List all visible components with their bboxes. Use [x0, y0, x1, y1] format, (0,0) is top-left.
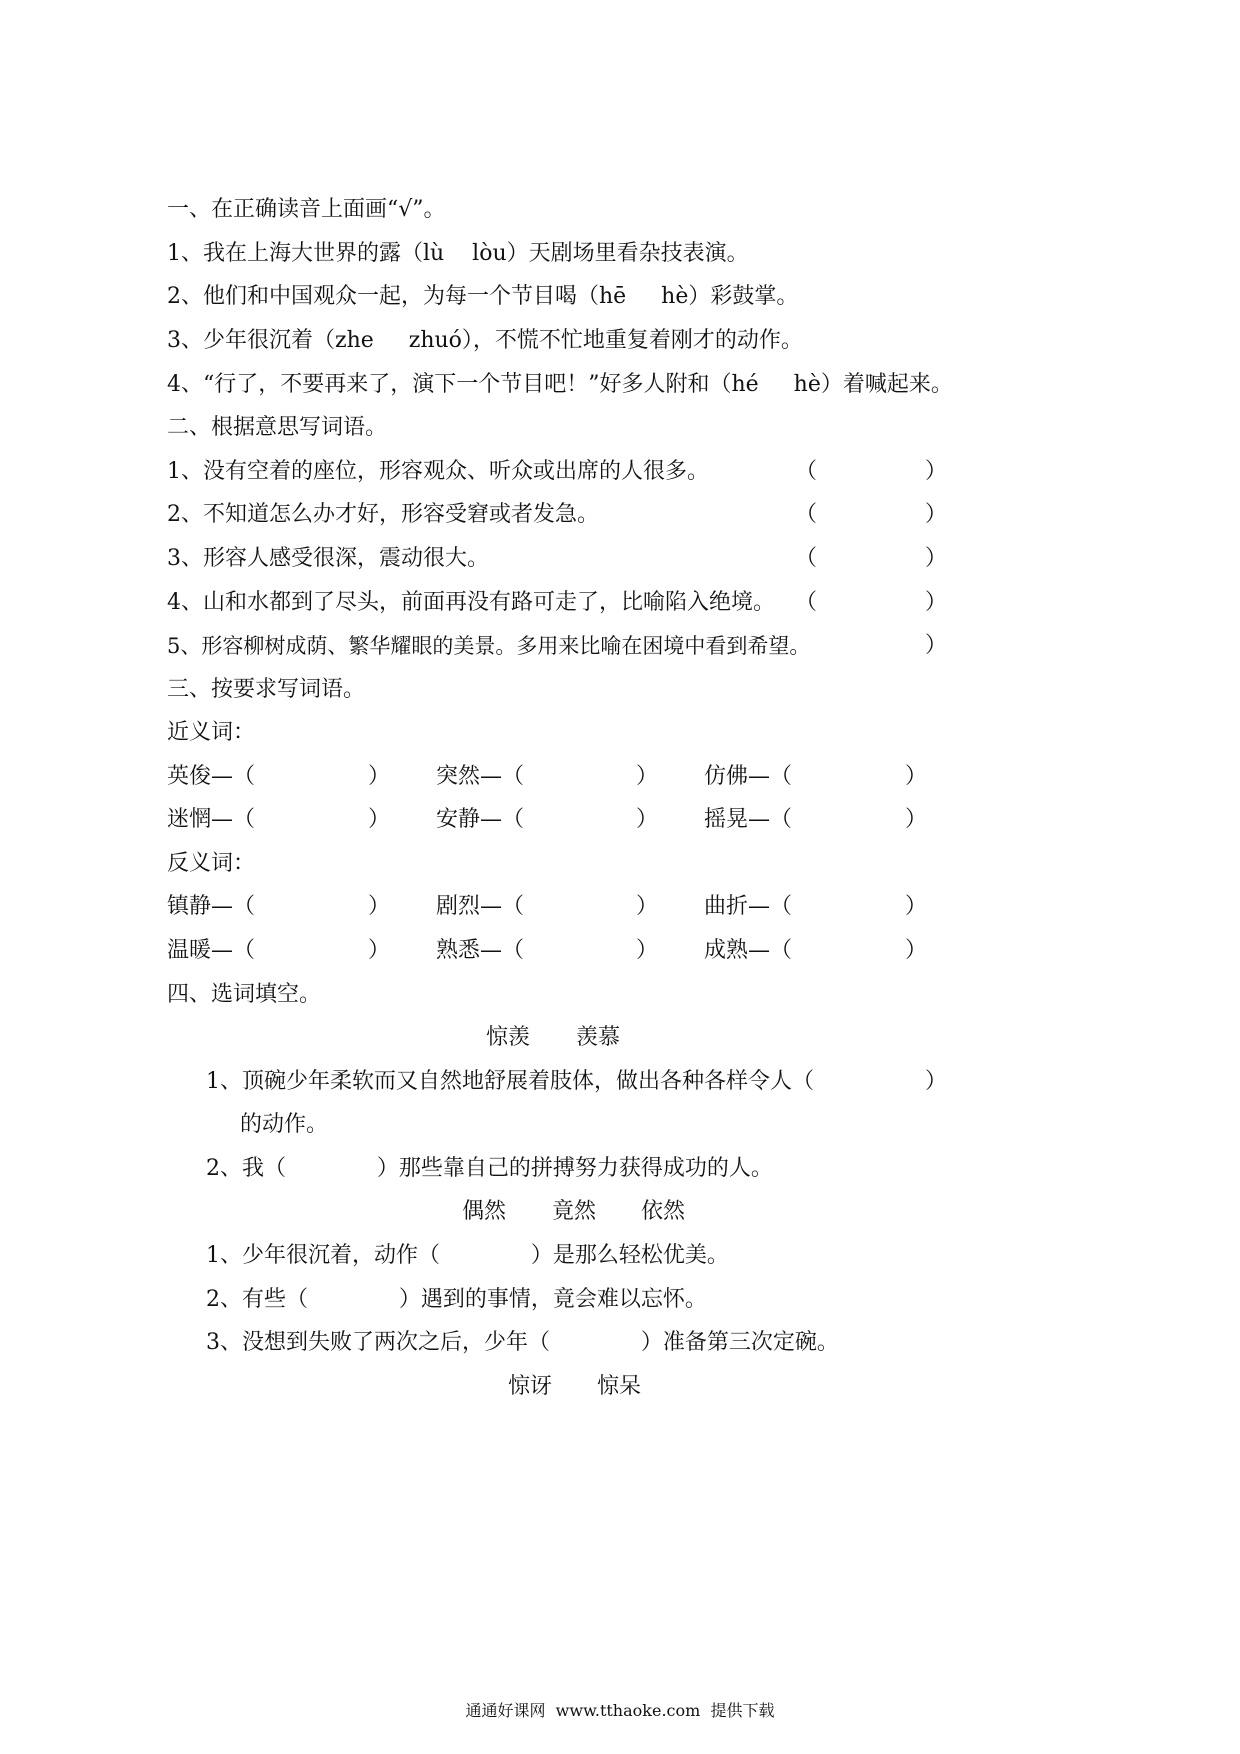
answer-paren-open: （	[795, 546, 818, 571]
synonym-prompt: 迷惘—（	[167, 807, 256, 832]
s4-g1-question-2: 2、我（ ）那些靠自己的拼搏努力获得成功的人。	[206, 1156, 773, 1181]
answer-paren-close: ）	[925, 1069, 948, 1094]
synonym-prompt: 摇晃—（	[704, 807, 793, 832]
answer-paren-open: （	[795, 459, 818, 484]
word-choice: 惊讶	[508, 1374, 553, 1399]
section-1-heading: 一、在正确读音上面画“√”。	[167, 197, 446, 222]
s2-item-3: 3、形容人感受很深，震动很大。	[167, 546, 489, 571]
word-choice: 羡慕	[576, 1025, 621, 1050]
s4-g1-question-1-cont: 的动作。	[240, 1112, 329, 1137]
s4-g2-question-1: 1、少年很沉着，动作（ ）是那么轻松优美。	[206, 1243, 729, 1268]
answer-paren-close: ）	[636, 807, 659, 832]
answer-paren-close: ）	[925, 590, 948, 615]
section-2-heading: 二、根据意思写词语。	[167, 415, 388, 440]
antonyms-label: 反义词：	[167, 851, 256, 876]
section-4-heading: 四、选词填空。	[167, 982, 322, 1007]
word-choice: 偶然	[462, 1199, 507, 1224]
answer-paren-close: ）	[368, 764, 391, 789]
answer-paren-close: ）	[636, 894, 659, 919]
answer-paren-close: ）	[636, 764, 659, 789]
antonym-prompt: 熟悉—（	[436, 938, 525, 963]
synonyms-label: 近义词：	[167, 720, 256, 745]
antonym-prompt: 剧烈—（	[436, 894, 525, 919]
answer-paren-close: ）	[925, 633, 948, 658]
s4-g2-question-3: 3、没想到失败了两次之后，少年（ ）准备第三次定碗。	[206, 1330, 839, 1355]
antonym-prompt: 成熟—（	[704, 938, 793, 963]
s2-item-5: 5、形容柳树成荫、繁华耀眼的美景。多用来比喻在困境中看到希望。	[167, 634, 811, 658]
word-choice: 竟然	[552, 1199, 597, 1224]
answer-paren-open: （	[795, 502, 818, 527]
s2-item-1: 1、没有空着的座位，形容观众、听众或出席的人很多。	[167, 459, 709, 484]
answer-paren-close: ）	[368, 807, 391, 832]
s2-item-4: 4、山和水都到了尽头，前面再没有路可走了，比喻陷入绝境。	[167, 590, 775, 615]
synonym-prompt: 英俊—（	[167, 764, 256, 789]
answer-paren-close: ）	[905, 807, 928, 832]
s1-question-3: 3、少年很沉着（zhe zhuó），不慌不忙地重复着刚才的动作。	[167, 328, 803, 353]
answer-paren-close: ）	[636, 938, 659, 963]
synonym-prompt: 突然—（	[436, 764, 525, 789]
antonym-prompt: 温暖—（	[167, 938, 256, 963]
antonym-prompt: 曲折—（	[704, 894, 793, 919]
answer-paren-close: ）	[368, 894, 391, 919]
word-choice: 惊羡	[486, 1025, 531, 1050]
synonym-prompt: 仿佛—（	[704, 764, 793, 789]
antonym-prompt: 镇静—（	[167, 894, 256, 919]
s4-g2-question-2: 2、有些（ ）遇到的事情，竟会难以忘怀。	[206, 1287, 707, 1312]
answer-paren-close: ）	[925, 502, 948, 527]
synonym-prompt: 安静—（	[436, 807, 525, 832]
s1-question-4: 4、“行了，不要再来了，演下一个节目吧！”好多人附和（hé hè）着喊起来。	[167, 372, 953, 397]
s4-g1-question-1: 1、顶碗少年柔软而又自然地舒展着肢体，做出各种各样令人（	[206, 1069, 814, 1094]
s1-question-1: 1、我在上海大世界的露（lù lòu）天剧场里看杂技表演。	[167, 241, 749, 266]
answer-paren-close: ）	[368, 938, 391, 963]
answer-paren-close: ）	[905, 938, 928, 963]
answer-paren-close: ）	[905, 764, 928, 789]
s1-question-2: 2、他们和中国观众一起，为每一个节目喝（hē hè）彩鼓掌。	[167, 284, 799, 309]
answer-paren-open: （	[795, 590, 818, 615]
answer-paren-close: ）	[905, 894, 928, 919]
s2-item-2: 2、不知道怎么办才好，形容受窘或者发急。	[167, 502, 599, 527]
answer-paren-close: ）	[925, 459, 948, 484]
word-choice: 依然	[641, 1199, 686, 1224]
word-choice: 惊呆	[597, 1374, 642, 1399]
answer-paren-close: ）	[925, 546, 948, 571]
page-footer: 通通好课网 www.tthaoke.com 提供下载	[465, 1701, 775, 1720]
section-3-heading: 三、按要求写词语。	[167, 677, 366, 702]
